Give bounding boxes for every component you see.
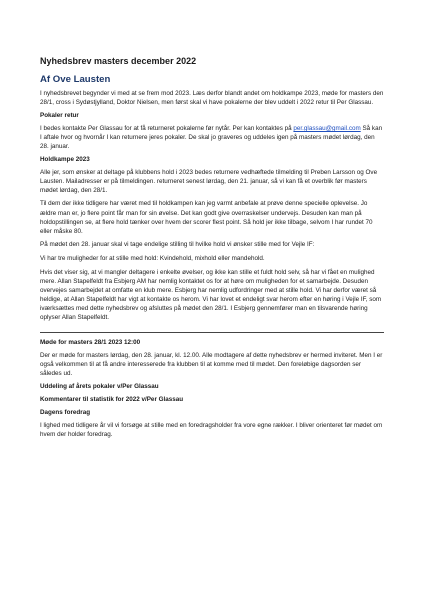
holdkampe-paragraph-3: På mødet den 28. januar skal vi tage endelige stilling til hvilke hold vi ønsker stille med for Vejle IF: bbox=[40, 241, 315, 249]
email-link[interactable]: per.glassau@gmail.com bbox=[293, 124, 361, 132]
moede-heading: Møde for masters 28/1 2023 12:00 bbox=[40, 339, 141, 347]
pokaler-paragraph bbox=[40, 124, 384, 151]
document-title: Nyhedsbrev masters december 2022 bbox=[40, 56, 197, 66]
agenda-item-foredrag: Dagens foredrag bbox=[40, 408, 91, 416]
moede-paragraph: Der er møde for masters lørdag, den 28. januar, kl. 12.00. Alle modtagere af dette nyhedsbrev er hermed inviteret. Men I er også velkommen til at få andre interesserede fra klubben til at komme med til mødet. Den foreløbige dagsorden ser således ud. bbox=[40, 352, 383, 378]
agenda-item-pokaler: Uddeling af årets pokaler v/Per Glassau bbox=[40, 383, 159, 391]
holdkampe-paragraph-4: Vi har tre muligheder for at stille med hold: Kvindehold, mixhold eller mandehold. bbox=[40, 255, 265, 263]
pokaler-text-after: Så kan I aftale hvor og hvornår I kan returnere jeres pokaler. De skal jo graveres og uddeles igen på masters mødet lørdag, den 28. januar. bbox=[40, 124, 383, 151]
intro-paragraph: I nyhedsbrevet begynder vi med at se frem mod 2023. Læs derfor blandt andet om holdkampe 2023, møde for masters den 28/1, cross i Sydøstjylland, Doktor Nielsen, men først skal vi have pokalerne der blev uddelt i 2022 retur til Per Glassau. bbox=[40, 90, 384, 107]
author-line: Af Ove Lausten bbox=[40, 73, 111, 85]
pokaler-heading: Pokaler retur bbox=[40, 112, 79, 120]
holdkampe-paragraph-5: Hvis det viser sig, at vi mangler deltagere i enkelte øvelser, og ikke kan stille et fuldt hold selv, så har vi fået en mulighed mere. Allan Stapelfeldt fra Esbjerg AM har nemlig kontaktet os for at høre om muligheden for et samarbejde. Desuden overvejes samarbejdet at omfatte en klub mere. Esbjerg har nemlig udfordringer med at stille hold. Vi har derfor været så heldige, at Allan Stapelfeldt har vigt at kontakte os herom. Vi har lovet et endeligt svar herom efter en høring i Vejle IF, som iværksættes med dette nyhedsbrev og afsluttes på mødet den 28/1. I Esbjerg gennemfører man en tilsvarende høring oplyser Allan Stapelfeldt. bbox=[40, 268, 382, 322]
holdkampe-paragraph-1: Alle jer, som ønsker at deltage på klubbens hold i 2023 bedes returnere vedhæftede tilmelding til Preben Larsson og Ove Lausten. Mailadresser er på tilmeldingen. returneret senest lørdag, den 21. januar, så vi kan få et overblik før masters mødet lørdag, den 28/1. bbox=[40, 168, 378, 194]
holdkampe-heading: Holdkampe 2023 bbox=[40, 155, 90, 163]
section-divider bbox=[40, 332, 384, 333]
foredrag-paragraph: I lighed med tidligere år vil vi forsøge at stille med en foredragsholder fra vore egne rækker. I bliver orienteret før mødet om hvem der holder foredrag. bbox=[40, 421, 383, 438]
pokaler-text-before: I bedes kontakte Per Glassau for at få returneret pokalerne før nytår. Per kan kontaktes på bbox=[40, 124, 294, 132]
agenda-item-statistik: Kommentarer til statistik for 2022 v/Per Glassau bbox=[40, 395, 184, 403]
holdkampe-paragraph-2: Til dem der ikke tidligere har været med til holdkampen kan jeg varmt anbefale at prøve denne specielle oplevelse. Jo ældre man er, jo flere point får man for sin øvelse. Det kan godt give overraskelser undervejs. Desuden kan man på holdopstillingen se, at flere hold tænker over hvem der scorer flest point. Så hold jer ikke tilbage, selvom I har rundet 70 eller måske 80. bbox=[40, 200, 373, 235]
